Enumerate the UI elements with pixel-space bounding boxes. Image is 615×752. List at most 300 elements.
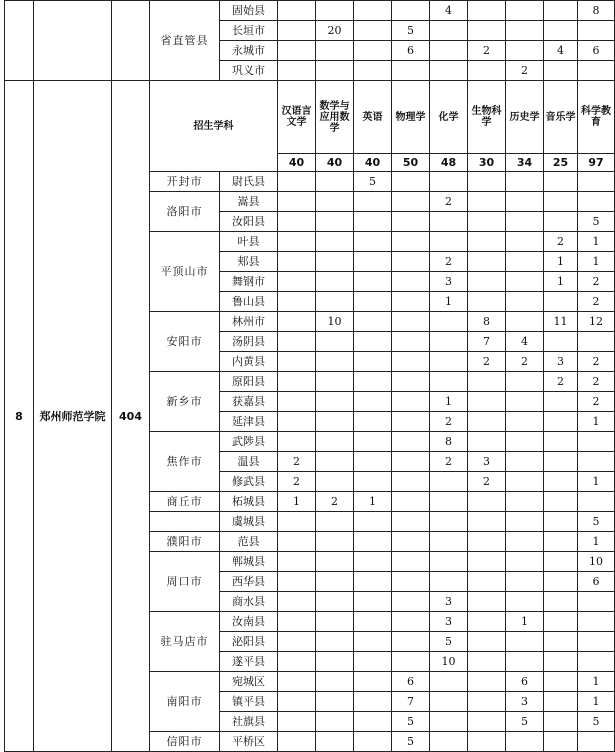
quota-cell (578, 652, 615, 672)
county-cell: 郸城县 (220, 552, 278, 572)
quota-cell (578, 61, 615, 81)
quota-cell (278, 352, 316, 372)
quota-cell: 1 (544, 272, 578, 292)
quota-cell (506, 632, 544, 652)
quota-cell: 5 (392, 21, 430, 41)
quota-cell (392, 1, 430, 21)
city-cell: 商丘市 (150, 492, 220, 512)
quota-cell: 1 (578, 252, 615, 272)
quota-cell (468, 552, 506, 572)
subject-quota: 30 (468, 154, 506, 172)
quota-cell (316, 512, 354, 532)
quota-cell: 4 (430, 1, 468, 21)
blank-cell (112, 1, 150, 81)
quota-cell (354, 352, 392, 372)
quota-cell (316, 592, 354, 612)
quota-cell (544, 472, 578, 492)
quota-cell: 5 (392, 712, 430, 732)
quota-cell (392, 232, 430, 252)
quota-cell (544, 61, 578, 81)
quota-cell: 1 (578, 472, 615, 492)
quota-cell: 11 (544, 312, 578, 332)
quota-cell (430, 552, 468, 572)
county-cell: 修武县 (220, 472, 278, 492)
quota-cell (278, 672, 316, 692)
school-total: 404 (112, 81, 150, 752)
county-cell: 汝南县 (220, 612, 278, 632)
quota-cell (316, 1, 354, 21)
county-cell: 获嘉县 (220, 392, 278, 412)
city-cell: 开封市 (150, 172, 220, 192)
quota-cell: 2 (430, 452, 468, 472)
subject-header-row (5, 81, 615, 154)
school-name: 郑州师范学院 (34, 81, 112, 752)
quota-cell: 1 (430, 392, 468, 412)
city-cell: 南阳市 (150, 672, 220, 732)
quota-cell: 2 (578, 352, 615, 372)
subject-quota: 97 (578, 154, 615, 172)
county-cell: 叶县 (220, 232, 278, 252)
quota-cell (316, 392, 354, 412)
quota-cell (278, 412, 316, 432)
quota-cell (354, 252, 392, 272)
quota-cell: 5 (392, 732, 430, 752)
quota-cell (468, 632, 506, 652)
quota-cell (316, 472, 354, 492)
county-cell: 尉氏县 (220, 172, 278, 192)
quota-cell: 3 (430, 272, 468, 292)
quota-cell (468, 61, 506, 81)
quota-cell (278, 692, 316, 712)
quota-cell: 6 (578, 41, 615, 61)
quota-cell (354, 312, 392, 332)
quota-cell (506, 652, 544, 672)
subject-name: 科学教育 (578, 81, 615, 154)
quota-cell: 20 (316, 21, 354, 41)
quota-cell (392, 572, 430, 592)
county-cell: 舞钢市 (220, 272, 278, 292)
county-cell: 商水县 (220, 592, 278, 612)
quota-cell (506, 392, 544, 412)
quota-cell (278, 192, 316, 212)
quota-cell (278, 1, 316, 21)
quota-cell: 6 (392, 41, 430, 61)
quota-cell (430, 372, 468, 392)
quota-cell (278, 372, 316, 392)
county-cell: 延津县 (220, 412, 278, 432)
quota-cell (578, 332, 615, 352)
quota-cell (506, 412, 544, 432)
county-cell: 武陟县 (220, 432, 278, 452)
quota-cell (430, 532, 468, 552)
subject-name: 音乐学 (544, 81, 578, 154)
quota-cell (506, 492, 544, 512)
quota-cell (316, 412, 354, 432)
quota-cell: 2 (578, 292, 615, 312)
quota-cell: 2 (506, 61, 544, 81)
quota-cell (544, 212, 578, 232)
quota-cell (278, 332, 316, 352)
quota-cell (316, 232, 354, 252)
quota-cell (316, 692, 354, 712)
quota-cell: 2 (278, 472, 316, 492)
subject-name: 英语 (354, 81, 392, 154)
quota-cell (468, 432, 506, 452)
quota-cell (392, 532, 430, 552)
quota-cell: 5 (506, 712, 544, 732)
quota-cell (468, 712, 506, 732)
quota-cell: 4 (544, 41, 578, 61)
quota-cell (316, 332, 354, 352)
subject-name: 历史学 (506, 81, 544, 154)
quota-cell (430, 41, 468, 61)
quota-cell (392, 372, 430, 392)
quota-cell (430, 352, 468, 372)
quota-cell: 1 (354, 492, 392, 512)
county-cell: 鲁山县 (220, 292, 278, 312)
quota-cell: 8 (468, 312, 506, 332)
subject-header-label: 招生学科 (150, 81, 278, 172)
quota-cell (354, 572, 392, 592)
quota-cell (544, 652, 578, 672)
quota-cell (354, 552, 392, 572)
quota-cell (506, 732, 544, 752)
quota-cell (316, 672, 354, 692)
quota-cell (354, 692, 392, 712)
quota-cell (354, 192, 392, 212)
quota-cell (316, 452, 354, 472)
subject-quota: 34 (506, 154, 544, 172)
subject-quota: 40 (278, 154, 316, 172)
quota-cell (278, 172, 316, 192)
quota-cell (316, 272, 354, 292)
subject-name: 生物科学 (468, 81, 506, 154)
blank-cell (34, 1, 112, 81)
quota-cell (468, 532, 506, 552)
quota-cell: 2 (506, 352, 544, 372)
subject-quota: 40 (316, 154, 354, 172)
county-cell: 范县 (220, 532, 278, 552)
quota-cell (354, 472, 392, 492)
quota-cell (544, 612, 578, 632)
quota-cell (354, 632, 392, 652)
county-cell: 林州市 (220, 312, 278, 332)
city-cell: 洛阳市 (150, 192, 220, 232)
quota-cell (354, 452, 392, 472)
quota-cell (430, 712, 468, 732)
quota-cell (430, 212, 468, 232)
quota-cell (316, 552, 354, 572)
quota-cell: 3 (544, 352, 578, 372)
quota-cell: 5 (578, 512, 615, 532)
subject-name: 化学 (430, 81, 468, 154)
quota-cell (468, 392, 506, 412)
quota-cell (544, 172, 578, 192)
quota-cell: 10 (430, 652, 468, 672)
quota-cell (506, 21, 544, 41)
quota-cell (430, 172, 468, 192)
quota-cell: 2 (278, 452, 316, 472)
county-cell: 郏县 (220, 252, 278, 272)
quota-cell: 1 (506, 612, 544, 632)
county-cell: 西华县 (220, 572, 278, 592)
subject-quota: 48 (430, 154, 468, 172)
quota-cell (430, 692, 468, 712)
quota-cell: 2 (578, 372, 615, 392)
quota-cell: 2 (578, 272, 615, 292)
quota-cell (544, 532, 578, 552)
quota-cell (506, 572, 544, 592)
quota-cell (392, 592, 430, 612)
quota-cell (354, 212, 392, 232)
quota-cell (354, 292, 392, 312)
quota-cell: 3 (430, 592, 468, 612)
quota-cell (392, 412, 430, 432)
quota-cell: 2 (316, 492, 354, 512)
quota-cell (468, 21, 506, 41)
county-cell: 永城市 (220, 41, 278, 61)
quota-cell (544, 432, 578, 452)
quota-cell (506, 252, 544, 272)
quota-cell: 1 (278, 492, 316, 512)
quota-cell (354, 372, 392, 392)
quota-cell (468, 272, 506, 292)
quota-cell (430, 312, 468, 332)
city-cell: 安阳市 (150, 312, 220, 372)
quota-cell (506, 472, 544, 492)
quota-cell: 5 (578, 212, 615, 232)
quota-cell: 8 (578, 1, 615, 21)
quota-cell (316, 632, 354, 652)
quota-cell (578, 172, 615, 192)
quota-cell (316, 252, 354, 272)
quota-cell: 12 (578, 312, 615, 332)
quota-cell (430, 492, 468, 512)
quota-cell (316, 61, 354, 81)
quota-cell (468, 292, 506, 312)
quota-cell (278, 252, 316, 272)
quota-cell (392, 212, 430, 232)
quota-cell (506, 292, 544, 312)
quota-cell (392, 61, 430, 81)
county-cell: 柘城县 (220, 492, 278, 512)
quota-cell (430, 232, 468, 252)
county-cell: 固始县 (220, 1, 278, 21)
quota-cell: 2 (468, 41, 506, 61)
quota-cell (354, 732, 392, 752)
quota-cell (578, 632, 615, 652)
quota-cell (506, 452, 544, 472)
quota-cell (468, 212, 506, 232)
quota-cell (278, 652, 316, 672)
quota-cell (354, 412, 392, 432)
quota-cell (392, 352, 430, 372)
county-cell: 内黄县 (220, 352, 278, 372)
quota-cell (468, 652, 506, 672)
quota-cell (354, 272, 392, 292)
quota-cell (468, 372, 506, 392)
quota-cell (544, 552, 578, 572)
quota-cell (468, 572, 506, 592)
quota-cell (278, 312, 316, 332)
quota-cell: 3 (506, 692, 544, 712)
city-cell: 濮阳市 (150, 532, 220, 552)
quota-cell: 7 (392, 692, 430, 712)
quota-cell (506, 532, 544, 552)
county-cell: 巩义市 (220, 61, 278, 81)
quota-cell (354, 432, 392, 452)
quota-cell (278, 61, 316, 81)
quota-cell (316, 41, 354, 61)
quota-cell (468, 172, 506, 192)
quota-cell (506, 192, 544, 212)
quota-cell: 1 (578, 412, 615, 432)
city-cell: 信阳市 (150, 732, 220, 752)
quota-cell: 7 (468, 332, 506, 352)
quota-cell (354, 41, 392, 61)
quota-cell (392, 332, 430, 352)
quota-cell (278, 21, 316, 41)
quota-cell (506, 372, 544, 392)
quota-cell (468, 192, 506, 212)
quota-cell (278, 512, 316, 532)
county-cell: 温县 (220, 452, 278, 472)
quota-cell (278, 732, 316, 752)
quota-cell (354, 61, 392, 81)
quota-cell (544, 452, 578, 472)
quota-cell (278, 532, 316, 552)
quota-cell (278, 612, 316, 632)
subject-name: 物理学 (392, 81, 430, 154)
quota-cell (316, 732, 354, 752)
county-cell: 虞城县 (220, 512, 278, 532)
quota-cell: 8 (430, 432, 468, 452)
quota-cell (578, 21, 615, 41)
quota-cell (354, 21, 392, 41)
quota-cell (506, 1, 544, 21)
quota-cell: 2 (578, 392, 615, 412)
quota-cell (468, 732, 506, 752)
quota-cell: 2 (430, 192, 468, 212)
county-cell: 汝阳县 (220, 212, 278, 232)
county-cell: 镇平县 (220, 692, 278, 712)
quota-cell (506, 592, 544, 612)
quota-cell (316, 292, 354, 312)
quota-cell (544, 692, 578, 712)
quota-cell: 1 (578, 232, 615, 252)
quota-cell (430, 732, 468, 752)
quota-cell: 2 (544, 232, 578, 252)
quota-cell (544, 21, 578, 41)
county-cell: 社旗县 (220, 712, 278, 732)
quota-cell (316, 192, 354, 212)
quota-cell: 5 (430, 632, 468, 652)
quota-cell (544, 572, 578, 592)
quota-cell (544, 412, 578, 432)
school-number: 8 (5, 81, 34, 752)
group-label: 省直管县 (150, 1, 220, 81)
quota-cell (354, 512, 392, 532)
quota-cell (278, 712, 316, 732)
quota-cell (278, 41, 316, 61)
city-cell: 周口市 (150, 552, 220, 612)
quota-cell (468, 692, 506, 712)
quota-cell: 5 (354, 172, 392, 192)
quota-cell: 6 (578, 572, 615, 592)
quota-cell (278, 572, 316, 592)
quota-cell (354, 232, 392, 252)
quota-cell (392, 252, 430, 272)
quota-cell: 1 (578, 692, 615, 712)
quota-cell (278, 232, 316, 252)
quota-cell: 3 (430, 612, 468, 632)
quota-cell (468, 412, 506, 432)
table-body (5, 1, 615, 752)
quota-cell (506, 512, 544, 532)
subject-name: 数学与应用数学 (316, 81, 354, 154)
quota-cell (430, 21, 468, 41)
quota-cell: 1 (578, 672, 615, 692)
quota-cell (392, 552, 430, 572)
quota-cell (506, 552, 544, 572)
quota-cell (430, 332, 468, 352)
county-cell: 泌阳县 (220, 632, 278, 652)
quota-cell (392, 432, 430, 452)
quota-cell (354, 332, 392, 352)
quota-cell (392, 652, 430, 672)
quota-cell (468, 232, 506, 252)
quota-cell (578, 592, 615, 612)
quota-cell: 10 (578, 552, 615, 572)
quota-cell (316, 532, 354, 552)
quota-cell (506, 312, 544, 332)
quota-cell (506, 172, 544, 192)
quota-cell: 6 (506, 672, 544, 692)
quota-cell (278, 432, 316, 452)
county-cell: 原阳县 (220, 372, 278, 392)
quota-cell (278, 272, 316, 292)
county-cell: 嵩县 (220, 192, 278, 212)
quota-cell (544, 732, 578, 752)
enrollment-table (4, 0, 615, 752)
quota-cell: 3 (468, 452, 506, 472)
quota-cell (468, 492, 506, 512)
quota-cell (506, 232, 544, 252)
quota-cell (544, 512, 578, 532)
county-cell: 长垣市 (220, 21, 278, 41)
quota-cell (430, 512, 468, 532)
county-cell: 宛城区 (220, 672, 278, 692)
subject-quota: 25 (544, 154, 578, 172)
quota-cell (430, 672, 468, 692)
quota-cell (354, 652, 392, 672)
quota-cell: 10 (316, 312, 354, 332)
quota-cell (578, 432, 615, 452)
quota-cell (392, 272, 430, 292)
quota-cell (392, 192, 430, 212)
quota-cell (354, 392, 392, 412)
quota-cell (392, 452, 430, 472)
county-cell: 遂平县 (220, 652, 278, 672)
quota-cell (316, 172, 354, 192)
quota-cell: 4 (506, 332, 544, 352)
quota-cell (468, 252, 506, 272)
county-cell: 汤阴县 (220, 332, 278, 352)
quota-cell (278, 292, 316, 312)
quota-cell (392, 292, 430, 312)
quota-cell (354, 532, 392, 552)
subject-name: 汉语言文学 (278, 81, 316, 154)
